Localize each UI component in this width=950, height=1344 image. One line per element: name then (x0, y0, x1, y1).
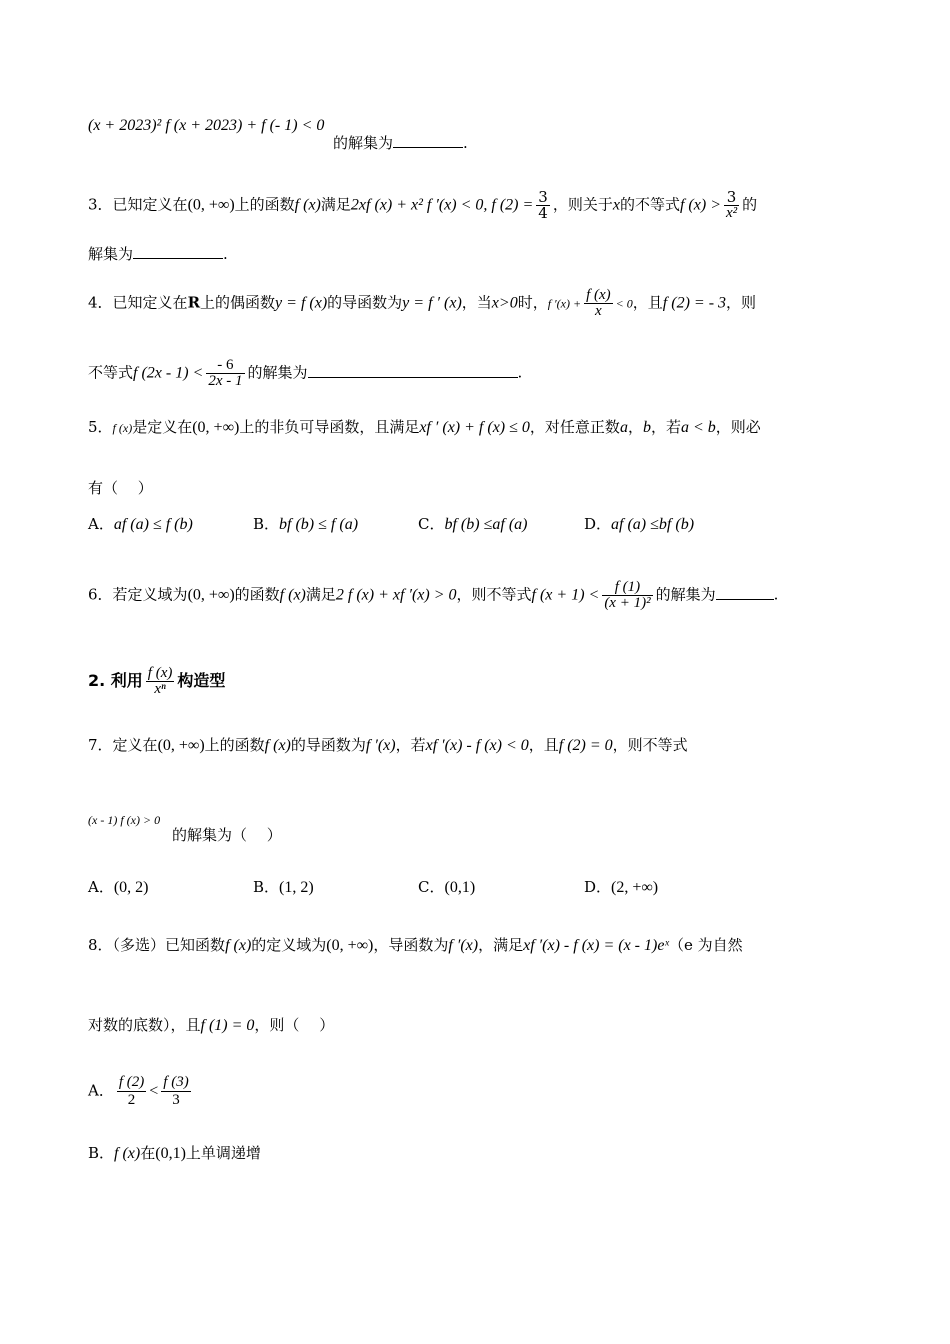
q4-inequality-tail: < 0 (615, 296, 633, 311)
q7-option-a[interactable]: A．(0, 2) (88, 878, 149, 896)
question-8 (88, 938, 743, 954)
q8-option-a[interactable]: A． $\frac{f (2)}{2}$ < $\frac{f (3)}{3}$ (88, 1074, 189, 1108)
q7-text-7: 的解集为（ ） (172, 826, 282, 844)
q4-number: 4． (88, 293, 113, 312)
q5-number: 5． (88, 418, 113, 436)
q3-text-6: 的 (742, 195, 758, 214)
q4-text-4: ，当 (461, 293, 492, 312)
q5-text-7: 有（ ） (88, 479, 153, 497)
q7-value: f (2) = 0 (558, 737, 613, 754)
q8-text-2: 的定义域为 (251, 936, 327, 954)
q7-text-4: ，若 (395, 736, 426, 754)
q6-condition: 2 f (x) + xf ′(x) > 0 (335, 586, 457, 604)
question-7-line-2 (88, 812, 160, 827)
q6-end: . (773, 585, 779, 604)
answer-blank[interactable] (133, 244, 223, 259)
q6-text-5: 的解集为 (655, 585, 716, 604)
q5-b: b (642, 419, 651, 436)
q4-end: . (517, 363, 523, 382)
q5-text-4: ， (627, 418, 643, 436)
q7-text-2: 上的函数 (204, 736, 265, 754)
q7-function: f (x) (264, 737, 291, 754)
question-3 (88, 190, 757, 221)
q8-condition: xf ′(x) - f (x) = (x - 1)eˣ (523, 937, 669, 954)
q8-function: f (x) (225, 937, 252, 954)
q8-derivative: f ′(x) (448, 937, 479, 954)
question-8-line-2 (88, 1018, 334, 1034)
q8-text-3: ，导函数为 (373, 936, 449, 954)
section-heading-2 (88, 666, 225, 697)
q4-text-5: 时， (517, 293, 548, 312)
q5-text-5: ，若 (650, 418, 681, 436)
q2-end: . (463, 134, 468, 152)
q7-text-5: ，且 (528, 736, 559, 754)
q8-text-7: ，则（ ） (254, 1016, 335, 1034)
question-6 (88, 580, 778, 611)
q5-condition: xf ′ (x) + f (x) ≤ 0 (419, 419, 530, 436)
q8-frac-f3: $\frac{f (3)}{3}$ (163, 1074, 189, 1108)
q5-option-d[interactable]: D．af (a) ≤bf (b) (584, 515, 695, 533)
q8-frac-f2: $\frac{f (2)}{2}$ (118, 1074, 145, 1108)
q3-function: f (x) (294, 196, 321, 214)
q3-text-3: 满足 (320, 195, 351, 214)
q4-frac-fx-over-x: $\frac{f (x)}{x}$ (586, 287, 611, 319)
q7-option-d[interactable]: D．(2, +∞) (584, 878, 659, 896)
question-7 (88, 738, 688, 754)
q4-text-1: 已知定义在 (112, 293, 188, 312)
q6-text-1: 若定义域为 (112, 585, 188, 604)
q4-text-2: 上的偶函数 (200, 293, 276, 312)
answer-blank[interactable] (393, 133, 463, 148)
q4-target-inequality: f (2x - 1) < (133, 364, 204, 382)
q8-value: f (1) = 0 (200, 1017, 255, 1034)
q7-text-3: 的导函数为 (290, 736, 366, 754)
q8-interval: (0, +∞) (326, 937, 374, 954)
section-prefix: 2. 利用 (88, 671, 143, 690)
q4-derivative: y = f ′ (x) (402, 294, 462, 312)
q8-text-4: ，满足 (478, 936, 524, 954)
q5-interval: (0, +∞) (192, 419, 240, 436)
q7-number: 7． (88, 736, 113, 754)
q7-derivative: f ′(x) (365, 737, 396, 754)
q4-text-9: 的解集为 (247, 363, 308, 382)
q6-text-4: ，则不等式 (456, 585, 532, 604)
q7-option-b[interactable]: B．(1, 2) (253, 878, 314, 896)
answer-blank[interactable] (308, 363, 518, 378)
q6-interval: (0, +∞) (187, 586, 235, 604)
q5-function: f (x) (112, 421, 133, 435)
q5-option-b[interactable]: B．bf (b) ≤ f (a) (253, 515, 359, 533)
q4-value: f (2) = - 3 (662, 294, 727, 312)
q8-option-b[interactable]: B．f (x)在(0,1)上单调递增 (88, 1144, 261, 1162)
q8-text-1: （多选）已知函数 (112, 936, 226, 954)
q5-a-less-b: a < b (680, 419, 716, 436)
q5-text-6: ，则必 (715, 418, 761, 436)
q3-text-4: ，则关于 (552, 195, 613, 214)
q4-inequality: f ′(x) + (547, 296, 582, 311)
q5-text-2: 上的非负可导函数，且满足 (239, 418, 420, 436)
q6-inequality: f (x + 1) < (531, 586, 600, 604)
question-4 (88, 288, 756, 319)
q7-option-c[interactable]: C．(0,1) (418, 878, 476, 896)
q6-frac: $\frac{f (1)}{\text{(x + 1)²}}$ (604, 579, 651, 611)
q5-option-a[interactable]: A．af (a) ≤ f (b) (88, 515, 193, 533)
q4-function: y = f (x) (275, 294, 328, 312)
q3-variable: x (612, 196, 620, 214)
q6-text-3: 满足 (305, 585, 336, 604)
q4-text-6: ，且 (632, 293, 663, 312)
q4-text-8: 不等式 (88, 363, 134, 382)
q8-text-6: 对数的底数），且 (88, 1016, 201, 1034)
q3-interval: (0, +∞) (187, 196, 235, 214)
q4-frac-neg6: $\frac{- 6}{2x - 1}$ (208, 357, 243, 389)
q3-frac-three-over-x2: $\frac{3}{\text{x²}}$ (725, 188, 738, 221)
q3-end: . (223, 245, 228, 263)
question-7-line-3 (172, 828, 282, 843)
q4-condition-x: x>0 (491, 294, 518, 312)
q3-number: 3． (88, 195, 113, 214)
q6-text-2: 的函数 (234, 585, 280, 604)
q7-condition: xf ′(x) - f (x) < 0 (425, 737, 529, 754)
q2-inequality: (x + 2023)² f (x + 2023) + f (- 1) < 0 (88, 117, 325, 134)
question-5 (88, 420, 761, 436)
question-5-line-2 (88, 481, 153, 496)
q5-text-3: ，对任意正数 (529, 418, 620, 436)
q3-text-5: 的不等式 (619, 195, 680, 214)
q8-text-5: （e 为自然 (668, 936, 743, 954)
q7-target-inequality: (x - 1) f (x) > 0 (88, 813, 161, 827)
q3-text-2: 上的函数 (234, 195, 295, 214)
q2-tail-answer (333, 133, 468, 151)
q2-tail-line (88, 118, 324, 134)
q3-condition: 2xf (x) + x² f ′(x) < 0, f (2) = (350, 196, 534, 214)
q3-text-1: 已知定义在 (112, 195, 188, 214)
q6-function: f (x) (279, 586, 306, 604)
q7-text-6: ，则不等式 (612, 736, 688, 754)
q4-set-r: R (187, 293, 201, 312)
question-3-line-2 (88, 244, 228, 262)
question-4-line-2 (88, 358, 522, 389)
q3-inequality: f (x) > (679, 196, 721, 214)
q3-frac-three-quarters: $\frac{3}{4}$ (538, 188, 548, 222)
q5-option-c[interactable]: C．bf (b) ≤af (a) (418, 515, 528, 533)
q4-text-3: 的导函数为 (327, 293, 403, 312)
q7-text-1: 定义在 (112, 736, 158, 754)
q7-interval: (0, +∞) (157, 737, 205, 754)
q5-a: a (619, 419, 628, 436)
section-suffix: 构造型 (177, 671, 226, 690)
q5-text-1: 是定义在 (132, 418, 193, 436)
q8-number: 8． (88, 936, 113, 954)
answer-blank[interactable] (716, 585, 774, 600)
q6-number: 6． (88, 585, 113, 604)
q4-text-7: ，则 (726, 293, 757, 312)
q3-text-7: 解集为 (88, 245, 134, 263)
section-frac: $\frac{f (x)}{\text{xⁿ}}$ (147, 665, 173, 697)
q2-text: 的解集为 (333, 134, 394, 152)
